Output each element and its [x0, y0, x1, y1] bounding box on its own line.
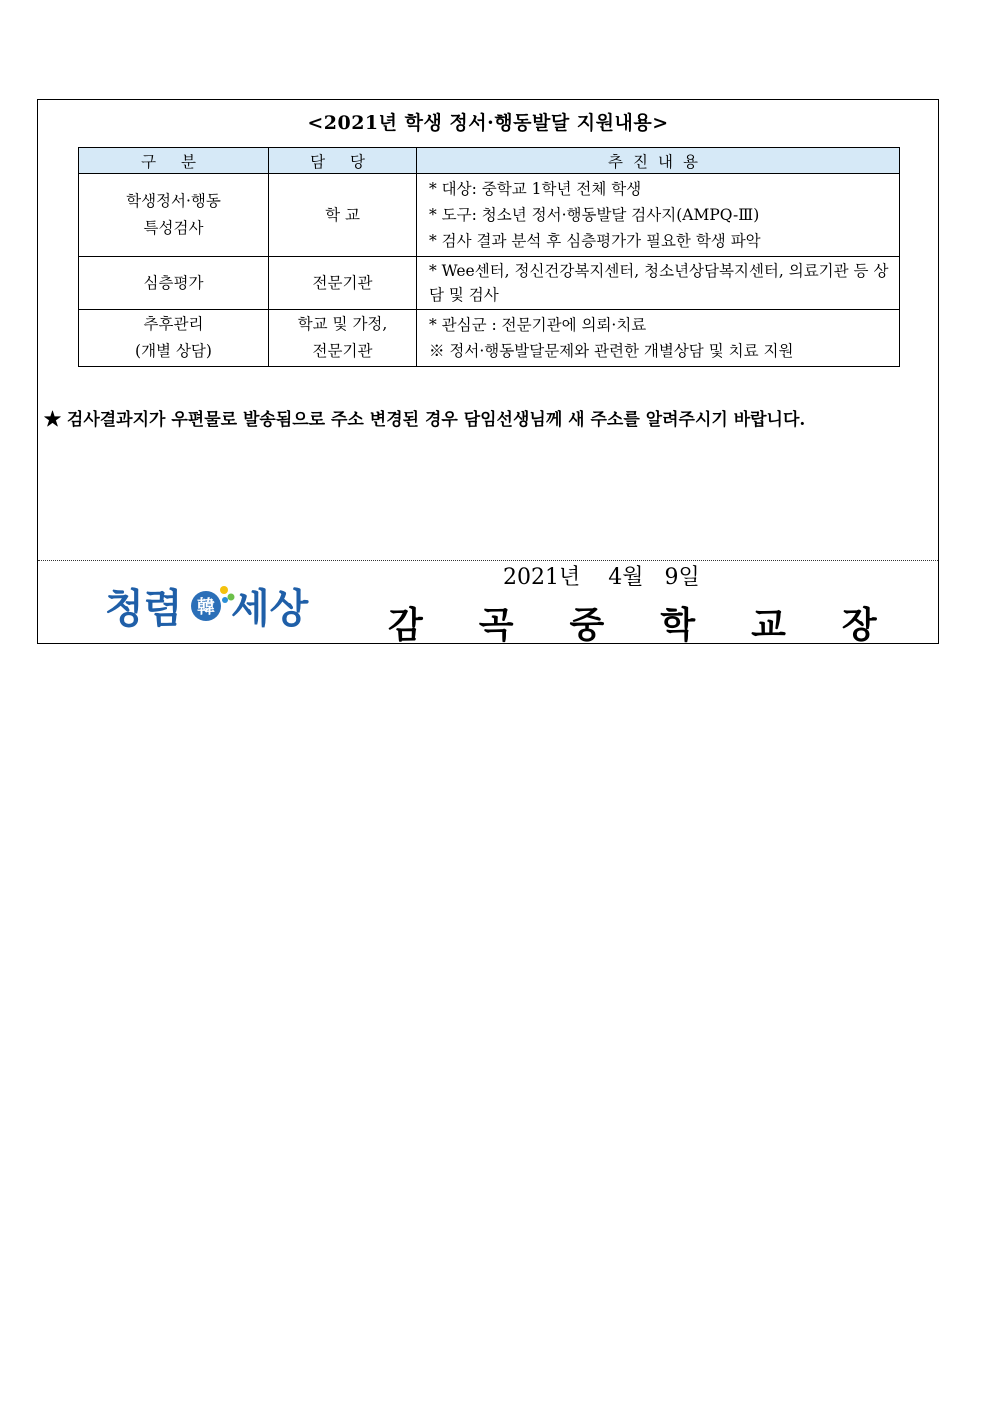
detail-line: ※ 정서·행동발달문제와 관련한 개별상담 및 치료 지원 — [429, 342, 794, 360]
detail-line: * 검사 결과 분석 후 심층평가가 필요한 학생 파악 — [429, 232, 761, 250]
address-notice: ★ 검사결과지가 우편물로 발송됨으로 주소 변경된 경우 담임선생님께 새 주소를 알려주시기 바랍니다. — [44, 410, 806, 430]
principal-signature: 감곡중학교장 — [388, 604, 933, 646]
support-table — [78, 147, 900, 367]
table-row — [79, 310, 900, 367]
integrity-logo — [103, 570, 313, 636]
row-category — [79, 310, 269, 367]
category-line: 심층평가 — [143, 273, 204, 292]
detail-line: * Wee센터, 정신건강복지센터, 청소년상담복지센터, 의료기관 등 상담 및 검사 — [429, 262, 889, 304]
category-line: 추후관리 — [143, 315, 204, 333]
logo-seal-char: 韓 — [197, 597, 215, 618]
category-line: 특성검사 — [143, 219, 204, 237]
table-header-row — [79, 148, 900, 174]
detail-line: * 도구: 청소년 정서·행동발달 검사지(AMPQ-Ⅲ) — [429, 206, 760, 224]
notice-frame — [37, 99, 939, 644]
row-details — [417, 310, 900, 367]
issue-date: 2021년 4월 9일 — [503, 565, 700, 590]
category-line: (개별 상담) — [135, 342, 212, 360]
section-divider — [38, 560, 938, 561]
table-row — [79, 257, 900, 310]
row-details — [417, 257, 900, 310]
document-title: <2021년 학생 정서·행동발달 지원내용> — [307, 112, 669, 134]
logo-dot-icon — [220, 586, 228, 594]
charge-line: 전문기관 — [312, 342, 373, 360]
header-category: 구 분 — [79, 148, 269, 174]
detail-line: * 대상: 중학교 1학년 전체 학생 — [429, 180, 642, 198]
table-row — [79, 174, 900, 257]
row-category — [79, 174, 269, 257]
logo-dot-icon — [222, 597, 228, 603]
logo-text-right: 세상 — [231, 586, 309, 632]
row-charge — [269, 310, 417, 367]
row-charge — [269, 257, 417, 310]
logo-text-left: 청렴 — [105, 586, 183, 632]
header-details: 추진내용 — [417, 148, 900, 174]
charge-line: 학교 및 가정, — [297, 315, 388, 333]
header-charge: 담 당 — [269, 148, 417, 174]
row-category — [79, 257, 269, 310]
charge-line: 전문기관 — [312, 273, 373, 292]
row-charge — [269, 174, 417, 257]
charge-line: 학 교 — [325, 205, 360, 224]
row-details — [417, 174, 900, 257]
detail-line: * 관심군 : 전문기관에 의뢰·치료 — [429, 316, 647, 334]
category-line: 학생정서·행동 — [126, 192, 221, 210]
